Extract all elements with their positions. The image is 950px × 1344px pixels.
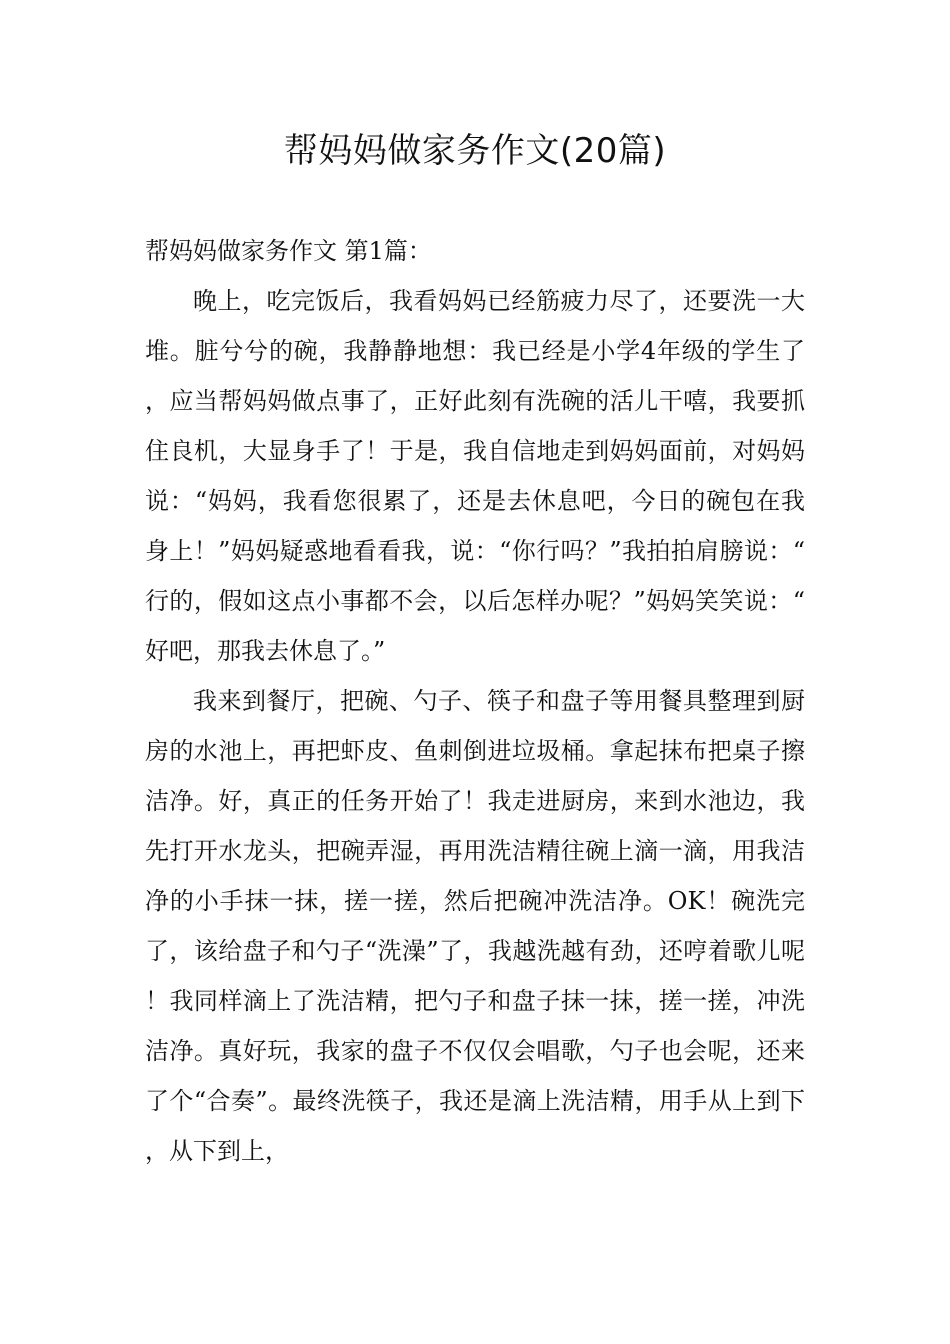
section-heading: 帮妈妈做家务作文 第1篇： [145, 237, 432, 265]
paragraph: 晚上，吃完饭后，我看妈妈已经筋疲力尽了，还要洗一大堆。脏兮兮的碗，我静静地想：我已经是小学4年级的学生了，应当帮妈妈做点事了，正好此刻有洗碗的活儿干嘻，我要抓住良机，大显身手了！于是，我自信地走到妈妈面前，对妈妈说：“妈妈，我看您很累了，还是去休息吧，今日的碗包在我身上！”妈妈疑惑地看看我，说：“你行吗？”我拍拍肩膀说：“行的，假如这点小事都不会，以后怎样办呢？”妈妈笑笑说：“好吧，那我去休息了。” [145, 287, 805, 665]
document-title: 帮妈妈做家务作文(20篇) [283, 131, 667, 171]
paragraph: 我来到餐厅，把碗、勺子、筷子和盘子等用餐具整理到厨房的水池上，再把虾皮、鱼刺倒进垃圾桶。拿起抹布把桌子擦洁净。好，真正的任务开始了！我走进厨房，来到水池边，我先打开水龙头，把碗弄湿，再用洗洁精往碗上滴一滴，用我洁净的小手抹一抹，搓一搓，然后把碗冲洗洁净。OK！碗洗完了，该给盘子和勺子“洗澡”了，我越洗越有劲，还哼着歌儿呢！我同样滴上了洗洁精，把勺子和盘子抹一抹，搓一搓，冲洗洁净。真好玩，我家的盘子不仅仅会唱歌，勺子也会呢，还来了个“合奏”。最终洗筷子，我还是滴上洗洁精，用手从上到下，从下到上， [145, 687, 805, 1165]
document-body [145, 226, 805, 1176]
